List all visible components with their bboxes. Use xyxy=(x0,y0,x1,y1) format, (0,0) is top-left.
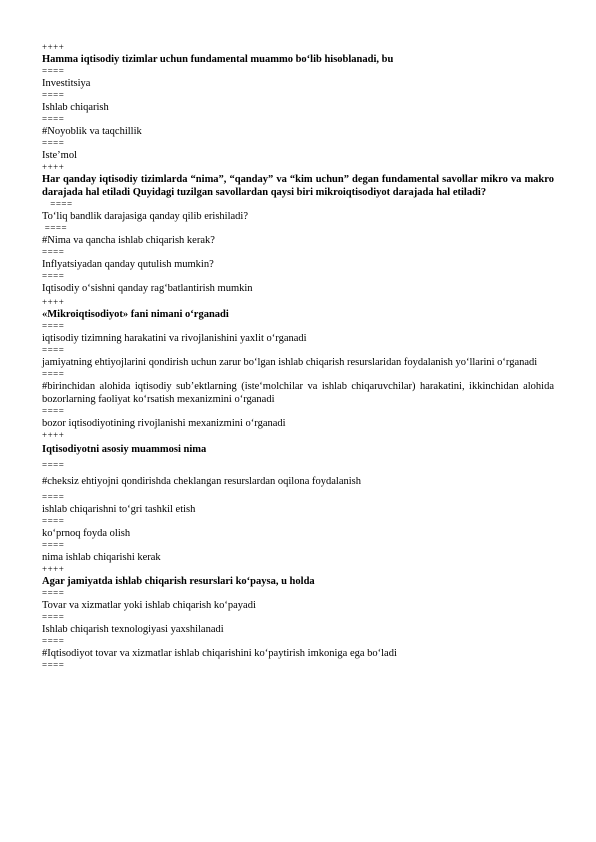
answer-option: Ishlab chiqarish texnologiyasi yaxshilanadi xyxy=(42,624,224,635)
separator-line: ==== xyxy=(42,66,65,76)
separator-line: ==== xyxy=(42,460,65,470)
document-page xyxy=(42,42,557,671)
answer-option: Tovar va xizmatlar yoki ishlab chiqarish ko‘payadi xyxy=(42,600,256,611)
answer-option: bozor iqtisodiyotining rivojlanishi mexanizmini o‘rganadi xyxy=(42,418,286,429)
separator-line: ==== xyxy=(42,612,65,622)
separator-line: ==== xyxy=(42,199,73,209)
answer-option: nima ishlab chiqarishi kerak xyxy=(42,552,161,563)
separator-line: ==== xyxy=(42,321,65,331)
answer-option: #Noyoblik va taqchillik xyxy=(42,126,142,137)
answer-option: Investitsiya xyxy=(42,78,91,89)
question-text: Agar jamiyatda ishlab chiqarish resurslari ko‘paysa, u holda xyxy=(42,576,315,587)
answer-option: To‘liq bandlik darajasiga qanday qilib erishiladi? xyxy=(42,211,248,222)
answer-option: ko‘prnoq foyda olish xyxy=(42,528,131,539)
separator-line: ==== xyxy=(42,138,65,148)
question-text: Iqtisodiyotni asosiy muammosi nima xyxy=(42,444,207,455)
separator-line: ++++ xyxy=(42,430,65,440)
question-text: «Mikroiqtisodiyot» fani nimani o‘rganadi xyxy=(42,309,229,320)
answer-option: #birinchidan alohida iqtisodiy sub’ektlarning (iste‘molchilar va ishlab chiqaruvchilar) harakatini, ikkinchidan alohida bozorlarning faoliyat ko‘rsatish mexanizmini o‘rganadi xyxy=(42,381,557,405)
separator-line: ++++ xyxy=(42,297,65,307)
answer-option: #cheksiz ehtiyojni qondirishda cheklangan resurslardan oqilona foydalanish xyxy=(42,476,361,487)
answer-option: Ishlab chiqarish xyxy=(42,102,109,113)
separator-line: ==== xyxy=(42,540,65,550)
separator-line: ==== xyxy=(42,588,65,598)
separator-line: ==== xyxy=(42,636,65,646)
answer-option: jamiyatning ehtiyojlarini qondirish uchun zarur bo‘lgan ishlab chiqarish resurslaridan foydalanish yo‘llarini o‘rganadi xyxy=(42,357,538,368)
answer-option: #Nima va qancha ishlab chiqarish kerak? xyxy=(42,235,215,246)
answer-option: Inflyatsiyadan qanday qutulish mumkin? xyxy=(42,259,214,270)
separator-line: ==== xyxy=(42,223,68,233)
separator-line: ==== xyxy=(42,247,65,257)
separator-line: ++++ xyxy=(42,42,65,52)
answer-option: Iqtisodiy o‘sishni qanday rag‘batlantirish mumkin xyxy=(42,283,253,294)
answer-option: ishlab chiqarishni to‘gri tashkil etish xyxy=(42,504,196,515)
separator-line: ==== xyxy=(42,90,65,100)
separator-line: ==== xyxy=(42,516,65,526)
answer-option: #Iqtisodiyot tovar va xizmatlar ishlab chiqarishini ko‘paytirish imkoniga ega bo‘ladi xyxy=(42,648,397,659)
separator-line: ++++ xyxy=(42,162,65,172)
question-text: Hamma iqtisodiy tizimlar uchun fundamental muammo bo‘lib hisoblanadi, bu xyxy=(42,54,394,65)
separator-line: ==== xyxy=(42,492,65,502)
answer-option: Iste’mol xyxy=(42,150,77,161)
separator-line: ==== xyxy=(42,660,65,670)
separator-line: ==== xyxy=(42,345,65,355)
separator-line: ==== xyxy=(42,406,65,416)
separator-line: ==== xyxy=(42,369,65,379)
question-text: Har qanday iqtisodiy tizimlarda “nima”, “qanday” va “kim uchun” degan fundamental savollar mikro va makro darajada hal etiladi Quyidagi tuzilgan savollardan qaysi biri mikroiqtisodiyot darajada hal etiladi? xyxy=(42,174,557,198)
answer-option: iqtisodiy tizimning harakatini va rivojlanishini yaxlit o‘rganadi xyxy=(42,333,307,344)
separator-line: ++++ xyxy=(42,564,65,574)
separator-line: ==== xyxy=(42,271,65,281)
separator-line: ==== xyxy=(42,114,65,124)
